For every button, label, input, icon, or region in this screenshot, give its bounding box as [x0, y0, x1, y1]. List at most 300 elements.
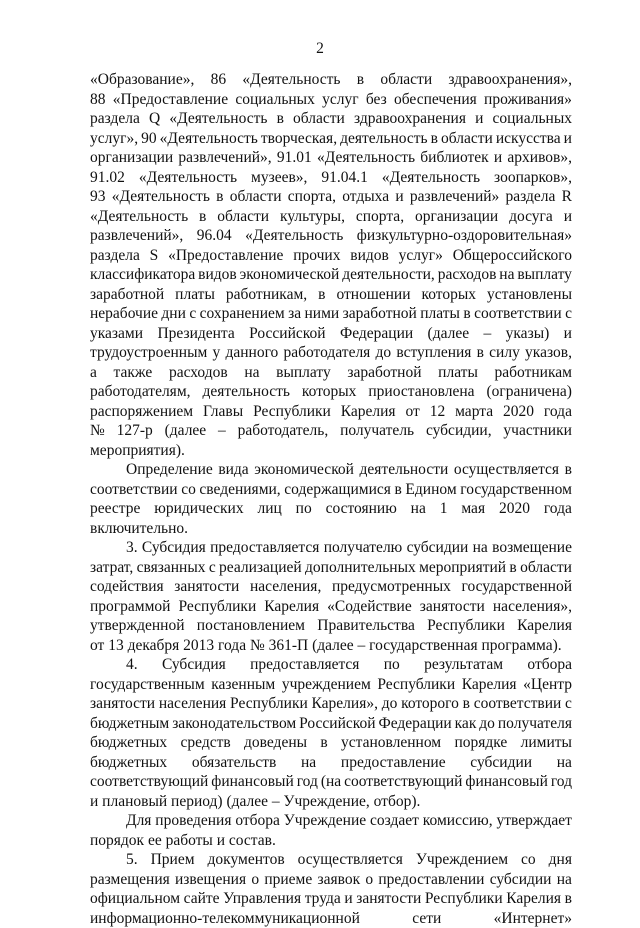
word: 90 [141, 129, 157, 149]
word: R [562, 187, 572, 207]
word: предусмотренных [332, 577, 451, 597]
word: экономической [240, 265, 340, 285]
word: субсидии [470, 753, 532, 773]
word: о [251, 870, 259, 890]
word: содержащимися [284, 480, 391, 500]
word: лиц [257, 499, 281, 519]
word: приостановлена [368, 382, 474, 402]
word: заявок [318, 870, 361, 890]
word: заработной [343, 304, 417, 324]
word: Российской [299, 714, 375, 734]
word: 4. [126, 655, 138, 675]
word: указов, [525, 343, 572, 363]
word: год [551, 772, 572, 792]
word: области [230, 187, 282, 207]
word: с [565, 304, 572, 324]
word: постановлением [197, 616, 305, 636]
word: год [297, 772, 318, 792]
word: со [181, 480, 196, 500]
word: обеспечения [394, 90, 477, 110]
word: и [344, 889, 352, 909]
word: развлечений» [410, 187, 499, 207]
word: сохранением [200, 304, 285, 324]
text-line: порядок ее работы и состав. [90, 831, 572, 851]
word: казенным [211, 675, 275, 695]
word: Республики [377, 675, 455, 695]
word: выплату [517, 265, 572, 285]
word: (на [321, 772, 341, 792]
word: раздела [90, 246, 140, 266]
word: финансовый [211, 772, 293, 792]
word: предоставлении [378, 870, 484, 890]
word: работодателя [284, 343, 371, 363]
word: результатам [424, 655, 503, 675]
word: предоставляется [250, 655, 359, 675]
word: Президента [157, 324, 234, 344]
word: здравоохранения [354, 109, 466, 129]
word: и [475, 109, 483, 129]
word: получатель [340, 421, 414, 441]
word: занятости [174, 577, 239, 597]
word: архивов», [507, 148, 572, 168]
word: предоставление [341, 753, 446, 773]
word: года [544, 499, 572, 519]
word: населения [159, 694, 226, 714]
word: реализацией [219, 558, 302, 578]
word: бюджетным [90, 714, 169, 734]
word: Едином [405, 480, 456, 500]
word: соответствующий [90, 772, 208, 792]
word: развлечений», [178, 148, 271, 168]
word: Главы [203, 402, 243, 422]
word: в [463, 304, 470, 324]
word: бюджетных [90, 753, 167, 773]
word: утвержденной [90, 616, 185, 636]
word: о [365, 870, 373, 890]
word: населения, [250, 577, 321, 597]
text-line [90, 675, 572, 695]
word: в [431, 129, 438, 149]
text-line [90, 811, 572, 831]
word: Определение [126, 460, 213, 480]
word: «Деятельность [317, 148, 415, 168]
word: Учреждением [416, 850, 508, 870]
word: в [277, 109, 284, 129]
word: силу [489, 343, 520, 363]
word: дня [549, 850, 572, 870]
word: Республики [427, 616, 505, 636]
word: экономической [254, 460, 354, 480]
paragraph [90, 811, 572, 850]
word: досуга [509, 207, 553, 227]
text-line [90, 187, 572, 207]
paragraph [90, 70, 572, 460]
word: марта [455, 402, 493, 422]
word: возмещение [492, 538, 572, 558]
word: законодательством [172, 714, 296, 734]
word: проживания» [484, 90, 572, 110]
paragraph [90, 538, 572, 655]
text-line [90, 285, 572, 305]
text-line [90, 421, 572, 441]
word: по [384, 655, 400, 675]
word: «Деятельность [112, 187, 210, 207]
word: и [564, 129, 572, 149]
word: получателю [324, 538, 403, 558]
text-line: включительно. [90, 519, 572, 539]
word: библиотек [420, 148, 488, 168]
word: области [441, 129, 493, 149]
word: Прием [151, 850, 195, 870]
word: искусства [496, 129, 561, 149]
word: классификатора [90, 265, 195, 285]
word: № [90, 421, 105, 441]
word: Карелия [264, 597, 319, 617]
word: Субсидия [142, 538, 206, 558]
text-line [90, 70, 572, 90]
word: Карелия», [312, 694, 378, 714]
word: 91.01 [277, 148, 312, 168]
text-line: от 13 декабря 2013 года № 361-П (далее – государственная программа). [90, 636, 572, 656]
word: в [357, 70, 364, 90]
text-line [90, 616, 572, 636]
word: со [521, 850, 536, 870]
word: соответствии [474, 304, 562, 324]
word: S [150, 246, 159, 266]
word: в [318, 285, 325, 305]
word: осуществляется [454, 460, 559, 480]
word: официальном [90, 889, 180, 909]
word: в [463, 694, 470, 714]
word: в [565, 460, 572, 480]
word: ними [305, 304, 340, 324]
text-line [90, 909, 572, 928]
word: сведениями, [199, 480, 280, 500]
word: от [405, 402, 419, 422]
word: также [114, 363, 153, 383]
word: «Образование», [90, 70, 194, 90]
word: с [189, 304, 196, 324]
word: размещения [90, 870, 170, 890]
word: 5. [126, 850, 138, 870]
word: зоопарков», [494, 168, 572, 188]
word: «Центр [523, 675, 572, 695]
word: затрат, [90, 558, 133, 578]
word: информационно-телекоммуникационной [90, 909, 360, 928]
text-line [90, 772, 572, 792]
paragraph [90, 460, 572, 538]
word: отбора [527, 655, 572, 675]
word: 86 [211, 70, 227, 90]
word: занятости [420, 597, 485, 617]
word: и [564, 207, 572, 227]
word: которого [401, 694, 459, 714]
word: в [395, 480, 402, 500]
word: указами [90, 324, 143, 344]
word: отбора [235, 811, 280, 831]
word: которых [302, 382, 357, 402]
word: соответствующий [344, 772, 462, 792]
word: участники [503, 421, 572, 441]
word: музеев», [251, 168, 307, 188]
word: «Деятельность [139, 168, 237, 188]
word: в [320, 733, 327, 753]
word: (ограничена) [486, 382, 572, 402]
word: на [411, 499, 426, 519]
word: области [520, 558, 572, 578]
word: 2020 [503, 402, 534, 422]
word: раздела [90, 109, 140, 129]
text-line [90, 577, 572, 597]
text-line [90, 363, 572, 383]
word: работникам, [226, 285, 307, 305]
word: Управления [223, 889, 301, 909]
word: дополнительных [305, 558, 416, 578]
word: документов [208, 850, 285, 870]
word: предоставляется [210, 538, 319, 558]
text-line [90, 402, 572, 422]
word: на [557, 870, 572, 890]
word: работодателям, [90, 382, 191, 402]
word: услуг» [399, 246, 443, 266]
word: «Деятельность [382, 168, 480, 188]
word: на [557, 753, 572, 773]
word: видов [198, 265, 237, 285]
word: в [565, 889, 572, 909]
word: реестре [90, 499, 140, 519]
word: Для [126, 811, 151, 831]
text-line [90, 148, 572, 168]
word: порядке [454, 733, 507, 753]
word: по [296, 499, 312, 519]
text-line [90, 694, 572, 714]
word: Республики [253, 402, 331, 422]
word: Учреждение [284, 811, 366, 831]
word: Общероссийского [453, 246, 572, 266]
word: платы [438, 363, 478, 383]
word: раздела [506, 187, 556, 207]
word: области [217, 207, 269, 227]
word: населения», [493, 597, 572, 617]
document-body [90, 70, 572, 928]
word: и [395, 187, 403, 207]
word: Карелия [462, 675, 517, 695]
word: государственной [462, 577, 572, 597]
word: средств [181, 733, 231, 753]
word: на [499, 265, 514, 285]
word: «Деятельность [169, 109, 267, 129]
word: Субсидия [162, 655, 226, 675]
word: развлечений», [90, 226, 183, 246]
word: а [90, 363, 97, 383]
text-line [90, 850, 572, 870]
word: «Интернет» [494, 909, 572, 928]
text-line [90, 168, 572, 188]
word: в [216, 187, 223, 207]
word: спорта, [356, 207, 404, 227]
word: прочих [293, 246, 340, 266]
word: 96.04 [197, 226, 232, 246]
word: лимиты [521, 733, 572, 753]
word: года [544, 402, 572, 422]
word: учреждением [282, 675, 371, 695]
word: на [473, 538, 488, 558]
word: расходов [438, 265, 497, 285]
text-line [90, 538, 572, 558]
word: доведены [244, 733, 307, 753]
word: получателя [498, 714, 572, 734]
word: Q [149, 109, 160, 129]
word: и [564, 324, 572, 344]
word: занятости [90, 694, 155, 714]
word: соответствии [90, 480, 178, 500]
text-line: мероприятия). [90, 441, 572, 461]
word: работодатель, [238, 421, 329, 441]
word: выплату [276, 363, 331, 383]
word: приеме [264, 870, 312, 890]
word: финансовый [465, 772, 547, 792]
text-line [90, 246, 572, 266]
word: 91.04.1 [321, 168, 368, 188]
word: видов [350, 246, 389, 266]
word: Карелия [506, 889, 561, 909]
word: деятельности, [342, 265, 435, 285]
text-line [90, 226, 572, 246]
word: заработной [347, 363, 421, 383]
word: Республики [230, 694, 308, 714]
word: бюджетных [90, 733, 167, 753]
text-line [90, 460, 572, 480]
word: культуры, [280, 207, 345, 227]
text-line [90, 324, 572, 344]
word: организации [415, 207, 498, 227]
word: соответствии [474, 694, 562, 714]
word: вступления [396, 343, 471, 363]
word: деятельности [360, 460, 449, 480]
word: дни [161, 304, 185, 324]
text-line [90, 597, 572, 617]
text-line [90, 109, 572, 129]
word: заработной [90, 285, 164, 305]
word: Республики [425, 889, 503, 909]
word: Правительства [317, 616, 415, 636]
word: утверждает [496, 811, 572, 831]
word: отдыха [342, 187, 389, 207]
word: установленном [341, 733, 441, 753]
word: и [494, 148, 502, 168]
text-line [90, 265, 572, 285]
word: которых [422, 285, 477, 305]
word: с [565, 694, 572, 714]
word: Федерации [379, 714, 452, 734]
word: области [380, 70, 432, 90]
word: (далее [165, 421, 207, 441]
word: Республики [178, 597, 256, 617]
word: сети [412, 909, 441, 928]
word: 91.02 [90, 168, 125, 188]
text-line [90, 753, 572, 773]
word: в [509, 558, 516, 578]
word: у [213, 343, 221, 363]
word: спорта, [288, 187, 336, 207]
word: на [301, 753, 316, 773]
word: социальных [493, 109, 573, 129]
word: «Содействие [327, 597, 412, 617]
text-line [90, 733, 572, 753]
word: до [376, 343, 392, 363]
word: организации [90, 148, 173, 168]
word: как [455, 714, 477, 734]
text-line [90, 714, 572, 734]
word: комиссию, [423, 811, 493, 831]
word: «Деятельность [90, 207, 188, 227]
word: за [288, 304, 301, 324]
text-line [90, 382, 572, 402]
word: в [477, 343, 484, 363]
page-number: 2 [0, 40, 640, 58]
word: «Деятельность [245, 226, 343, 246]
word: в [199, 207, 206, 227]
word: извещения [175, 870, 246, 890]
text-line [90, 207, 572, 227]
word: «Деятельность [160, 129, 258, 149]
text-line [90, 343, 572, 363]
text-line [90, 499, 572, 519]
word: работникам [495, 363, 572, 383]
word: указы) [506, 324, 550, 344]
word: «Предоставление [113, 90, 228, 110]
word: услуг», [90, 129, 138, 149]
text-line [90, 870, 572, 890]
word: 127-р [117, 421, 153, 441]
word: платы [420, 304, 460, 324]
word: до [382, 694, 398, 714]
word: осуществляется [298, 850, 403, 870]
word: без [366, 90, 387, 110]
text-line [90, 558, 572, 578]
word: проведения [155, 811, 231, 831]
word: занятости [356, 889, 421, 909]
text-line [90, 304, 572, 324]
word: до [479, 714, 495, 734]
word: с [209, 558, 216, 578]
word: – [218, 421, 226, 441]
word: (далее [428, 324, 470, 344]
word: труда [305, 889, 341, 909]
word: государственном [460, 480, 572, 500]
word: расходов [169, 363, 228, 383]
word: деятельность [202, 382, 290, 402]
word: государственным [90, 675, 205, 695]
word: 2020 [499, 499, 530, 519]
word: Карелия [341, 402, 396, 422]
paragraph [90, 850, 572, 928]
word: Федерации [340, 324, 413, 344]
word: нерабочие [90, 304, 158, 324]
word: – [484, 324, 492, 344]
word: отношении [336, 285, 410, 305]
text-line [90, 480, 572, 500]
word: состоянию [326, 499, 397, 519]
word: субсидии [407, 538, 469, 558]
word: установлены [487, 285, 572, 305]
word: Карелия [517, 616, 572, 636]
text-line [90, 90, 572, 110]
text-line: и плановый период) (далее – Учреждение, отбор). [90, 792, 572, 812]
word: распоряжением [90, 402, 193, 422]
word: содействия [90, 577, 164, 597]
word: связанных [137, 558, 206, 578]
